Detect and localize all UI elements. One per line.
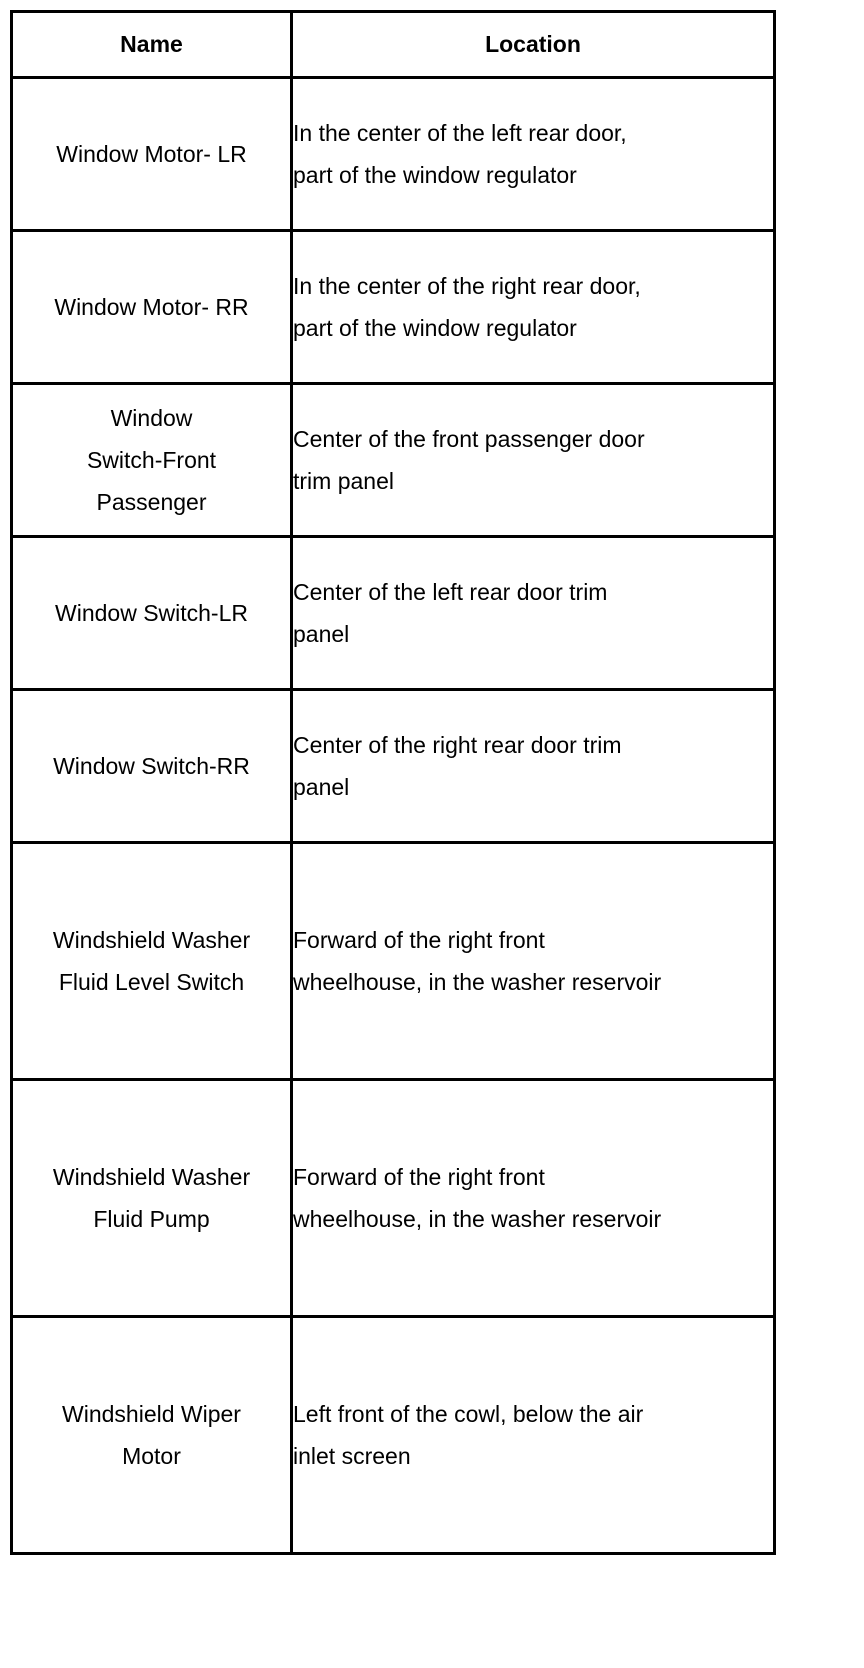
component-name-cell xyxy=(12,690,292,843)
component-location-cell xyxy=(292,231,775,384)
component-name-cell xyxy=(12,231,292,384)
component-location-line: panel xyxy=(293,621,350,647)
component-location-cell xyxy=(292,1080,775,1317)
table-row xyxy=(12,1317,775,1554)
component-name-line: Window Motor- LR xyxy=(56,141,247,167)
table-row xyxy=(12,843,775,1080)
component-location-line: wheelhouse, in the washer reservoir xyxy=(293,1206,662,1232)
component-location-cell xyxy=(292,537,775,690)
component-name-cell xyxy=(12,384,292,537)
column-header-name: Name xyxy=(12,12,292,78)
component-name-line: Window xyxy=(110,405,193,431)
component-location-line: panel xyxy=(293,774,350,800)
component-name-line: Passenger xyxy=(96,489,207,515)
component-location-line: Forward of the right front xyxy=(293,927,545,953)
component-name-line: Window Motor- RR xyxy=(54,294,249,320)
component-name-line: Window Switch-RR xyxy=(53,753,250,779)
component-name-line: Window Switch-LR xyxy=(55,600,248,626)
component-name-cell xyxy=(12,1080,292,1317)
component-location-line: part of the window regulator xyxy=(293,162,577,188)
component-name-line: Windshield Washer xyxy=(52,1164,251,1190)
table-header-row xyxy=(12,12,775,78)
component-location-line: wheelhouse, in the washer reservoir xyxy=(293,969,662,995)
table-row xyxy=(12,384,775,537)
component-name-cell xyxy=(12,1317,292,1554)
table-row xyxy=(12,231,775,384)
component-location-line: trim panel xyxy=(293,468,394,494)
component-location-line: Left front of the cowl, below the air xyxy=(293,1401,644,1427)
component-location-cell xyxy=(292,843,775,1080)
component-location-cell xyxy=(292,78,775,231)
table-row xyxy=(12,1080,775,1317)
component-location-line: Center of the right rear door trim xyxy=(293,732,622,758)
component-location-cell xyxy=(292,690,775,843)
component-name-line: Fluid Pump xyxy=(93,1206,210,1232)
component-name-line: Fluid Level Switch xyxy=(58,969,245,995)
component-name-cell xyxy=(12,78,292,231)
component-location-line: In the center of the left rear door, xyxy=(293,120,627,146)
component-location-cell xyxy=(292,384,775,537)
table-row xyxy=(12,537,775,690)
column-header-location: Location xyxy=(292,12,775,78)
component-location-line: inlet screen xyxy=(293,1443,411,1469)
component-name-line: Windshield Washer xyxy=(52,927,251,953)
component-location-table xyxy=(10,10,776,1555)
table-row xyxy=(12,78,775,231)
component-location-line: part of the window regulator xyxy=(293,315,577,341)
component-name-cell xyxy=(12,843,292,1080)
table-row xyxy=(12,690,775,843)
component-name-line: Motor xyxy=(122,1443,181,1469)
component-location-line: Center of the front passenger door xyxy=(293,426,645,452)
component-location-cell xyxy=(292,1317,775,1554)
component-name-line: Switch-Front xyxy=(86,447,217,473)
component-name-line: Windshield Wiper xyxy=(62,1401,241,1427)
component-name-cell xyxy=(12,537,292,690)
component-location-line: In the center of the right rear door, xyxy=(293,273,641,299)
component-location-line: Forward of the right front xyxy=(293,1164,545,1190)
component-location-line: Center of the left rear door trim xyxy=(293,579,608,605)
